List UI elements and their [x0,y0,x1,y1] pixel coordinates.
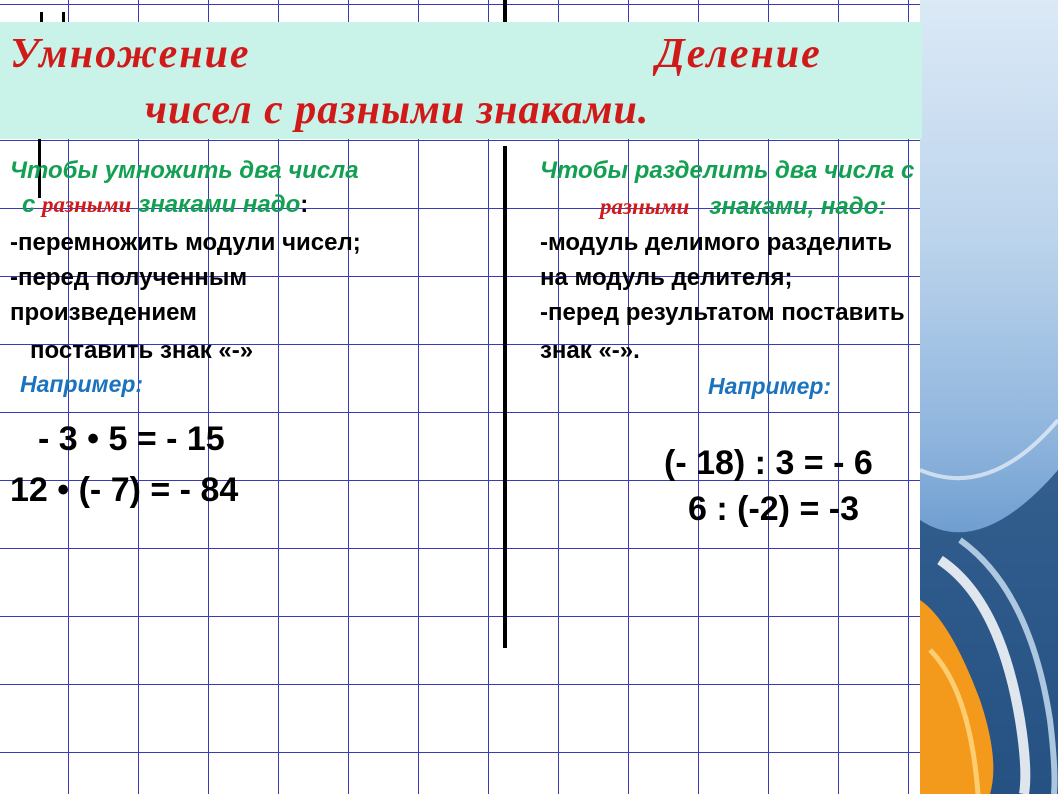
title-subtitle: чисел с разными знаками. [145,87,650,133]
mult-rule-1: -перемножить модули чисел; [10,229,361,256]
swirl-graphic [920,0,1058,794]
decorative-side-panel [920,0,1058,794]
mult-intro-start: с [22,191,36,218]
div-intro-end: знаками, надо: [709,193,887,220]
div-intro-line1: Чтобы разделить два числа с [540,157,915,184]
div-example-label: Например: [708,373,832,399]
mult-example-label: Например: [20,371,144,397]
mult-rule-2-line2: произведением [10,299,197,326]
div-rule-2-line2: знак «-». [540,337,640,364]
mult-intro-colon: : [300,191,309,218]
div-intro-red-word: разными [600,194,690,219]
title-divide: Деление [656,31,822,77]
div-example-2: 6 : (-2) = -3 [688,490,859,528]
mult-example-2: 12 • (- 7) = - 84 [10,471,239,509]
div-example-1: (- 18) : 3 = - 6 [664,444,873,482]
center-divider-bottom [503,146,507,648]
div-rule-2-line1: -перед результатом поставить [540,299,905,326]
mult-rule-2-line1: -перед полученным [10,264,248,291]
div-rule-1-line1: -модуль делимого разделить [540,229,893,256]
mult-intro-line2 [22,191,308,219]
mult-example-1: - 3 • 5 = - 15 [38,420,225,458]
div-rule-1-line2: на модуль делителя; [540,264,793,291]
mult-intro-red-word: разными [42,192,132,217]
mult-intro-end: знаками надо [137,191,301,218]
title-multiply: Умножение [10,31,251,77]
mult-intro-line1: Чтобы умножить два числа [10,157,359,184]
div-intro-line2 [600,193,886,221]
mult-rule-2-line3: поставить знак «-» [30,337,254,364]
